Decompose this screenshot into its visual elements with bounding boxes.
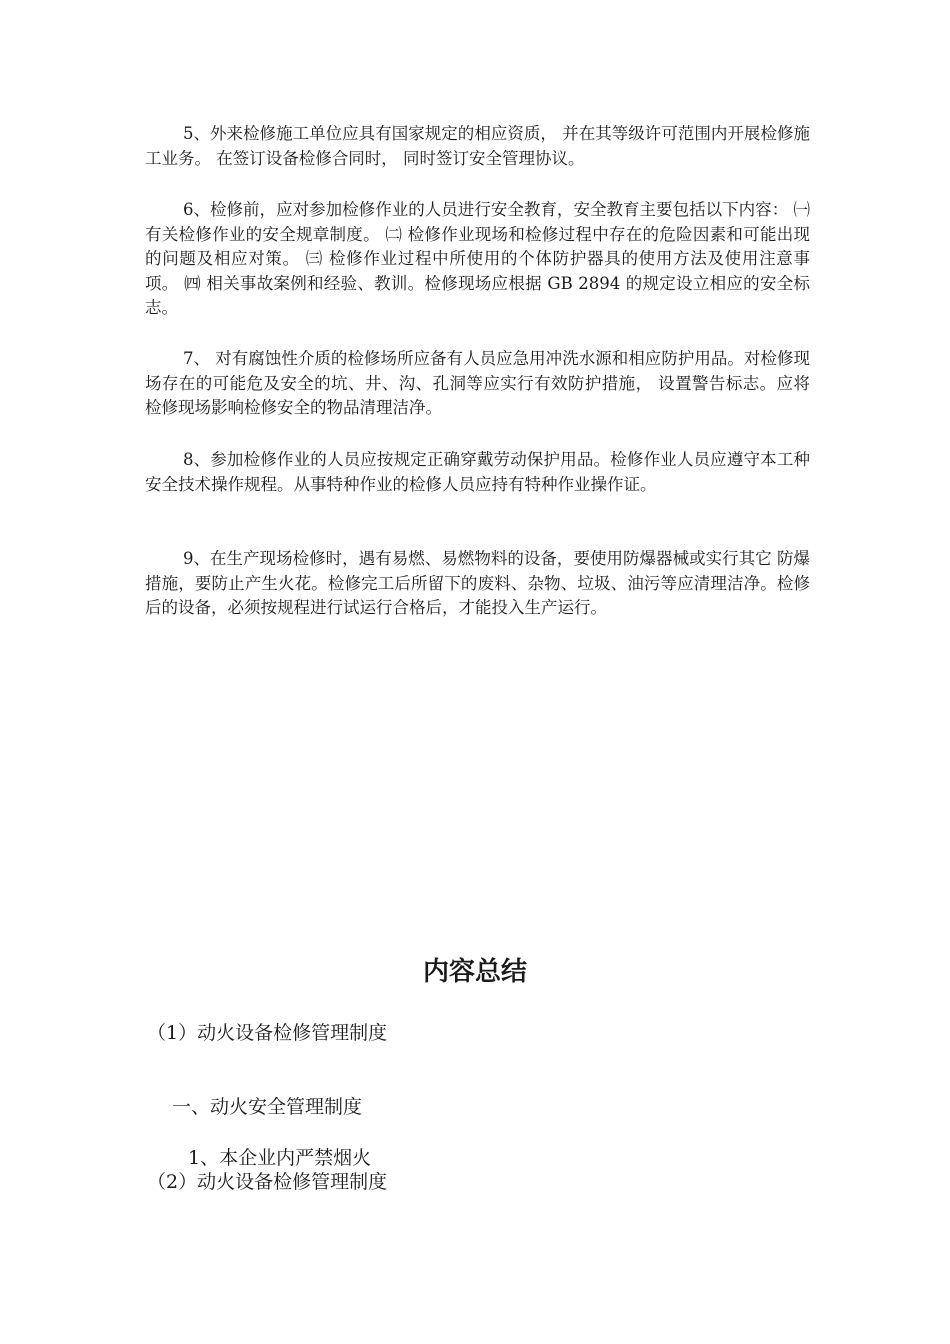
paragraph-item-5: 5、外来检修施工单位应具有国家规定的相应资质， 并在其等级许可范围内开展检修施 工业务。 在签订设备检修合同时， 同时签订安全管理协议。 [145, 124, 810, 168]
summary-section-heading: 一、动火安全管理制度 [172, 1096, 363, 1118]
paragraph-item-6: 6、检修前，应对参加检修作业的人员进行安全教育，安全教育主要包括以下内容： ㈠ 有关检修作业的安全规章制度。 ㈡ 检修作业现场和检修过程中存在的危险因素和可能出现的问题及相应对策。 ㈢ 检修作业过程中所使用的个体防护器具的使用方法及使用注意事项。 ㈣ 相关事故案例和经验、教训。检修现场应根据 GB 2894 的规定设立相应的安全标志。 [145, 200, 810, 317]
paragraph-item-8: 8、参加检修作业的人员应按规定正确穿戴劳动保护用品。检修作业人员应遵守本工种安全技术操作规程。从事特种作业的检修人员应持有特种作业操作证。 [145, 450, 810, 494]
summary-title: 内容总结 [422, 957, 527, 987]
summary-rule-1: 1、本企业内严禁烟火 [188, 1147, 372, 1169]
summary-item-2: （2）动火设备检修管理制度 [147, 1171, 388, 1193]
paragraph-item-9: 9、在生产现场检修时，遇有易燃、易燃物料的设备，要使用防爆器械或实行其它 防爆措施，要防止产生火花。检修完工后所留下的废料、杂物、垃圾、油污等应清理洁净。检修后的设备，必须按规程进行试运行合格后，才能投入生产运行。 [145, 549, 810, 617]
summary-item-1: （1）动火设备检修管理制度 [147, 1022, 388, 1044]
paragraph-item-7: 7、 对有腐蚀性介质的检修场所应备有人员应急用冲洗水源和相应防护用品。对检修现场存在的可能危及安全的坑、井、沟、孔洞等应实行有效防护措施， 设置警告标志。应将检修现场影响检修安全的物品清理洁净。 [145, 349, 810, 417]
